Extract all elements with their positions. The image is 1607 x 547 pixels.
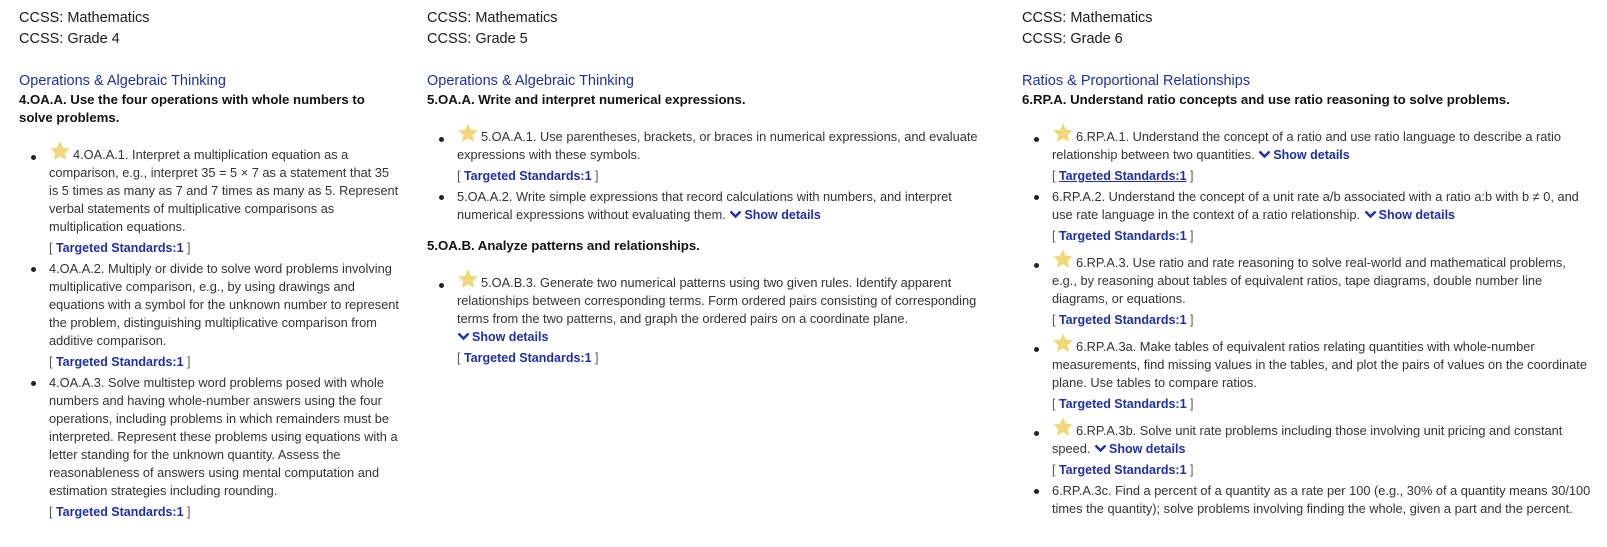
bracket-open: [ bbox=[457, 169, 461, 183]
bracket-close: ] bbox=[595, 169, 599, 183]
chevron-down-icon bbox=[1364, 209, 1377, 219]
standard-text: 6.RP.A.2. Understand the concept of a unit rate a/b associated with a ratio a:b with b ≠ 0, and use rate language in the context of a ratio relationship. bbox=[1052, 189, 1579, 222]
targeted-standards-link[interactable]: Targeted Standards:1 bbox=[1058, 397, 1187, 411]
star-icon bbox=[1052, 416, 1074, 438]
standard-text: 6.RP.A.3c. Find a percent of a quantity as a rate per 100 (e.g., 30% of a quantity means 30/100 times the quantity); solve problems involving finding the whole, given a part and the percent. bbox=[1052, 483, 1591, 516]
standard-description bbox=[457, 122, 992, 164]
standard-description bbox=[49, 140, 399, 236]
targeted-standards-link[interactable]: Targeted Standards:1 bbox=[1058, 229, 1187, 243]
bracket-close: ] bbox=[187, 505, 191, 519]
standard-description bbox=[49, 260, 399, 350]
targeted-standards-link[interactable]: Targeted Standards:1 bbox=[55, 241, 184, 255]
star-icon bbox=[457, 268, 479, 290]
bracket-close: ] bbox=[187, 241, 191, 255]
targeted-standards bbox=[1052, 167, 1592, 185]
standard-description bbox=[457, 188, 992, 224]
chevron-down-icon bbox=[457, 331, 470, 341]
domain-link[interactable]: Operations & Algebraic Thinking bbox=[19, 73, 226, 89]
bracket-open: [ bbox=[1052, 169, 1056, 183]
standard-text: 5.OA.B.3. Generate two numerical patterns using two given rules. Identify apparent relationships between corresponding terms. Form ordered pairs consisting of corresponding terms from the two patterns, and graph the ordered pairs on a coordinate plane. bbox=[457, 275, 977, 326]
show-details-button[interactable] bbox=[1364, 208, 1455, 222]
standard-item bbox=[1022, 482, 1592, 518]
standard-text: 4.OA.A.2. Multiply or divide to solve word problems involving multiplicative comparison, e.g., by using drawings and equations with a symbol for the unknown number to represent the problem, distinguishing multiplicative comparison from additive comparison. bbox=[49, 261, 399, 348]
standard-item bbox=[1022, 122, 1592, 185]
star-icon bbox=[1052, 122, 1074, 144]
standard-description bbox=[1052, 332, 1592, 392]
spacer bbox=[1022, 50, 1592, 71]
grade-heading: CCSS: Grade 5 bbox=[427, 31, 528, 47]
standards-list bbox=[427, 268, 992, 367]
cluster-heading: 5.OA.B. Analyze patterns and relationships. bbox=[427, 238, 700, 253]
star-icon bbox=[1052, 248, 1074, 270]
targeted-standards bbox=[49, 239, 399, 257]
targeted-standards bbox=[1052, 461, 1592, 479]
cluster-heading: 4.OA.A. Use the four operations with whole numbers to solve problems. bbox=[19, 92, 365, 125]
targeted-standards bbox=[457, 167, 992, 185]
bracket-open: [ bbox=[1052, 397, 1056, 411]
cluster-heading: 6.RP.A. Understand ratio concepts and use ratio reasoning to solve problems. bbox=[1022, 92, 1510, 107]
targeted-standards bbox=[49, 353, 399, 371]
spacer bbox=[427, 50, 992, 71]
targeted-standards bbox=[1052, 395, 1592, 413]
standard-description bbox=[1052, 188, 1592, 224]
cluster-heading: 5.OA.A. Write and interpret numerical expressions. bbox=[427, 92, 746, 107]
star-icon bbox=[1052, 332, 1074, 354]
targeted-standards-link[interactable]: Targeted Standards:1 bbox=[1058, 313, 1187, 327]
bracket-close: ] bbox=[1190, 169, 1194, 183]
standard-item bbox=[1022, 416, 1592, 479]
standard-item bbox=[427, 188, 992, 224]
bracket-open: [ bbox=[1052, 229, 1056, 243]
grade-6-column bbox=[1022, 8, 1592, 520]
standard-item bbox=[1022, 248, 1592, 329]
targeted-standards-link[interactable]: Targeted Standards:1 bbox=[1058, 463, 1187, 477]
bracket-open: [ bbox=[1052, 313, 1056, 327]
spacer bbox=[19, 50, 399, 71]
bracket-open: [ bbox=[457, 351, 461, 365]
targeted-standards-link[interactable]: Targeted Standards:1 bbox=[1058, 169, 1187, 183]
star-icon bbox=[49, 140, 71, 162]
grade-heading: CCSS: Grade 4 bbox=[19, 31, 120, 47]
standard-item bbox=[427, 122, 992, 185]
bracket-close: ] bbox=[1190, 463, 1194, 477]
standard-text: 4.OA.A.1. Interpret a multiplication equation as a comparison, e.g., interpret 35 = 5 × 7 as a statement that 35 is 5 times as many as 7 and 7 times as many as 5. Represent verbal statements of multiplicative comparisons as multiplication equations. bbox=[49, 147, 399, 234]
grade-4-column bbox=[19, 8, 399, 524]
grade-heading: CCSS: Grade 6 bbox=[1022, 31, 1123, 47]
standard-description bbox=[1052, 416, 1592, 458]
targeted-standards bbox=[457, 349, 992, 367]
chevron-down-icon bbox=[1094, 443, 1107, 453]
subject-heading: CCSS: Mathematics bbox=[427, 10, 558, 26]
standard-description bbox=[49, 374, 399, 500]
targeted-standards bbox=[1052, 227, 1592, 245]
grade-5-column bbox=[427, 8, 992, 370]
targeted-standards-link[interactable]: Targeted Standards:1 bbox=[55, 505, 184, 519]
standard-text: 4.OA.A.3. Solve multistep word problems posed with whole numbers and having whole-number answers using the four operations, including problems in which remainders must be interpreted. Represent these problems using equations with a letter standing for the unknown quantity. Assess the reasonableness of answers using mental computation and estimation strategies including rounding. bbox=[49, 375, 398, 498]
bracket-close: ] bbox=[187, 355, 191, 369]
standard-item bbox=[19, 374, 399, 521]
show-details-label: Show details bbox=[744, 208, 821, 222]
standard-item bbox=[19, 140, 399, 257]
subject-heading: CCSS: Mathematics bbox=[1022, 10, 1153, 26]
bracket-open: [ bbox=[49, 505, 53, 519]
chevron-down-icon bbox=[1258, 149, 1271, 159]
standard-text: 6.RP.A.3b. Solve unit rate problems including those involving unit pricing and constant speed. bbox=[1052, 423, 1563, 456]
standard-text: 5.OA.A.2. Write simple expressions that record calculations with numbers, and interpret numerical expressions without evaluating them. bbox=[457, 189, 952, 222]
standards-list bbox=[1022, 122, 1592, 518]
show-details-button[interactable] bbox=[1094, 442, 1185, 456]
standard-item bbox=[19, 260, 399, 371]
standard-description bbox=[1052, 248, 1592, 308]
bracket-close: ] bbox=[595, 351, 599, 365]
standard-text: 6.RP.A.3a. Make tables of equivalent ratios relating quantities with whole-number measurements, find missing values in the tables, and plot the pairs of values on the coordinate plane. Use tables to compare ratios. bbox=[1052, 339, 1587, 390]
standards-list bbox=[19, 140, 399, 521]
standard-item bbox=[1022, 188, 1592, 245]
domain-link[interactable]: Ratios & Proportional Relationships bbox=[1022, 73, 1251, 89]
show-details-button[interactable] bbox=[1258, 148, 1349, 162]
domain-link[interactable]: Operations & Algebraic Thinking bbox=[427, 73, 634, 89]
targeted-standards bbox=[1052, 311, 1592, 329]
bracket-open: [ bbox=[49, 241, 53, 255]
bracket-close: ] bbox=[1190, 397, 1194, 411]
standards-list bbox=[427, 122, 992, 224]
show-details-label: Show details bbox=[472, 330, 549, 344]
bracket-open: [ bbox=[1052, 463, 1056, 477]
standard-item bbox=[1022, 332, 1592, 413]
bracket-close: ] bbox=[1190, 229, 1194, 243]
show-details-label: Show details bbox=[1273, 148, 1350, 162]
standard-text: 6.RP.A.1. Understand the concept of a ratio and use ratio language to describe a ratio relationship between two quantities. bbox=[1052, 129, 1561, 162]
standard-description bbox=[1052, 482, 1592, 518]
show-details-button[interactable] bbox=[729, 208, 820, 222]
standard-text: 6.RP.A.3. Use ratio and rate reasoning to solve real-world and mathematical problems, e.g., by reasoning about tables of equivalent ratios, tape diagrams, double number line diagrams, or equations. bbox=[1052, 255, 1566, 306]
standard-description bbox=[1052, 122, 1592, 164]
standard-text: 5.OA.A.1. Use parentheses, brackets, or braces in numerical expressions, and evaluate expressions with these symbols. bbox=[457, 129, 978, 162]
targeted-standards bbox=[49, 503, 399, 521]
targeted-standards-link[interactable]: Targeted Standards:1 bbox=[463, 351, 592, 365]
standard-item bbox=[427, 268, 992, 367]
bracket-open: [ bbox=[49, 355, 53, 369]
subject-heading: CCSS: Mathematics bbox=[19, 10, 150, 26]
targeted-standards-link[interactable]: Targeted Standards:1 bbox=[55, 355, 184, 369]
standard-description bbox=[457, 268, 992, 346]
show-details-label: Show details bbox=[1109, 442, 1186, 456]
chevron-down-icon bbox=[729, 209, 742, 219]
bracket-close: ] bbox=[1190, 313, 1194, 327]
star-icon bbox=[457, 122, 479, 144]
show-details-button[interactable] bbox=[457, 330, 548, 344]
targeted-standards-link[interactable]: Targeted Standards:1 bbox=[463, 169, 592, 183]
show-details-label: Show details bbox=[1378, 208, 1456, 222]
